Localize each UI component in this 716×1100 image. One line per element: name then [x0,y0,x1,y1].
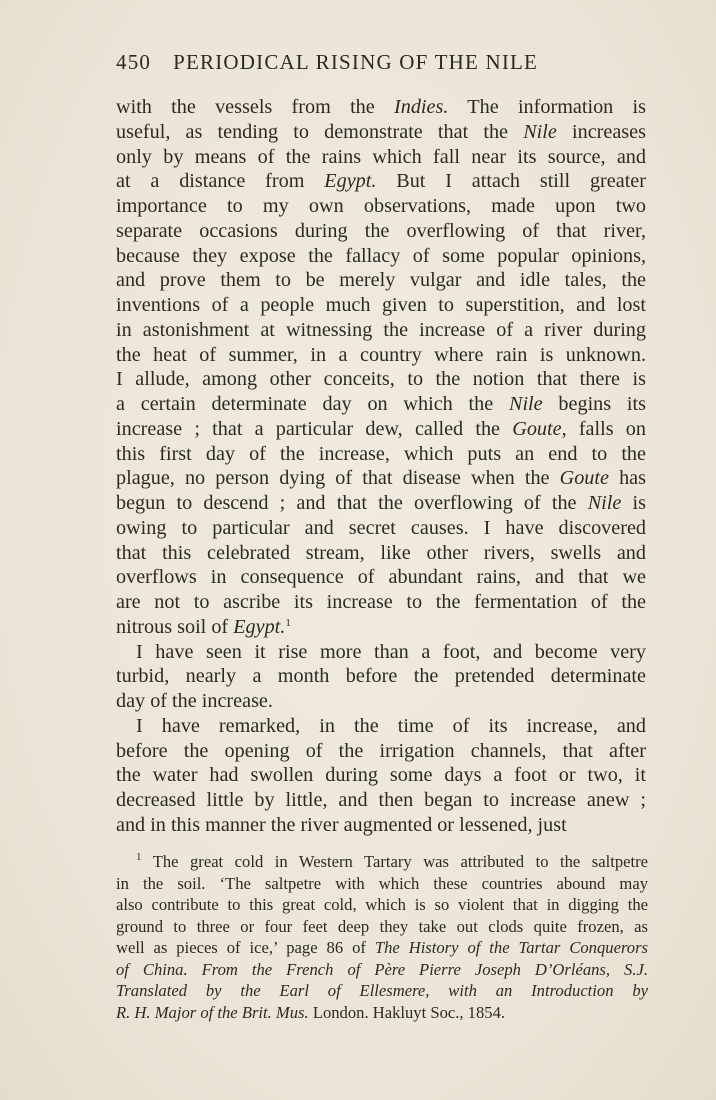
text-line: turbid, nearly a month before the pretended determinate [116,665,646,688]
text-line: in astonishment at witnessing the increase of a river during [116,318,646,341]
text-line: a certain determinate day on which the Nile begins its [116,393,646,415]
text-line: and in this manner the river augmented or lessened, just [116,813,567,836]
text-line: the water had swollen during some days a foot or two, it [116,764,646,787]
text-line: I have seen it rise more than a foot, and become very [136,640,646,663]
text-line: useful, as tending to demonstrate that the Nile increases [116,120,646,143]
text-line: I allude, among other conceits, to the notion that there is [116,368,646,391]
footnote-line: in the soil. ‘The saltpetre with which these countries abound may [116,873,648,893]
footnote-line: Translated by the Earl of Ellesmere, with an Introduction by [116,981,648,1000]
body-text [116,95,646,838]
running-head [116,50,646,75]
text-line: the heat of summer, in a country where rain is unknown. [116,343,646,366]
text-line: overflows in consequence of abundant rains, and that we [116,566,646,589]
footnote-line: ground to three or four feet deep they take out clods quite frozen, as [116,916,648,936]
text-line: decreased little by little, and then began to increase anew ; [116,789,646,811]
text-line: only by means of the rains which fall near its source, and [116,145,646,168]
text-line: at a distance from Egypt. But I attach still greater [116,170,646,193]
footnote-line: R. H. Major of the Brit. Mus. London. Hakluyt Soc., 1854. [116,1002,506,1022]
footnote-line: of China. From the French of Père Pierre Joseph D’Orléans, S.J. [116,959,648,979]
text-line: importance to my own observations, made upon two [116,195,646,217]
text-line: nitrous soil of Egypt.$^1$ [116,615,291,638]
text-line: and prove them to be merely vulgar and idle tales, the [116,269,646,292]
text-line: before the opening of the irrigation channels, that after [116,739,646,762]
text-line: plague, no person dying of that disease when the Goute has [116,467,646,490]
footnote-line: well as pieces of ice,’ page 86 of The History of the Tartar Conquerors [116,938,648,957]
paragraph-3 [116,714,646,838]
text-line: with the vessels from the Indies. The information is [116,96,646,118]
text-line: this first day of the increase, which puts an end to the [116,442,646,465]
text-line: because they expose the fallacy of some popular opinions, [116,244,646,267]
text-line: begun to descend ; and that the overflowing of the Nile is [116,492,646,514]
paragraph-2 [116,640,646,714]
text-line: are not to ascribe its increase to the fermentation of the [116,591,646,613]
text-line: separate occasions during the overflowing of that river, [116,219,646,242]
text-line: I have remarked, in the time of its increase, and [136,714,646,737]
footnote-line: $^1$ The great cold in Western Tartary was attributed to the saltpetre [136,851,648,871]
page-number: 450 [116,50,152,74]
footnote [116,851,648,1023]
text-line: inventions of a people much given to superstition, and lost [116,294,646,316]
footnote-line: also contribute to this great cold, which is so violent that in digging the [116,895,648,914]
text-line: that this celebrated stream, like other rivers, swells and [116,541,646,564]
page-title: PERIODICAL RISING OF THE NILE [173,50,539,74]
text-line: increase ; that a particular dew, called the Goute, falls on [116,417,646,440]
text-line: owing to particular and secret causes. I have discovered [116,516,646,539]
text-line: day of the increase. [116,690,273,712]
paragraph-1 [116,95,646,640]
